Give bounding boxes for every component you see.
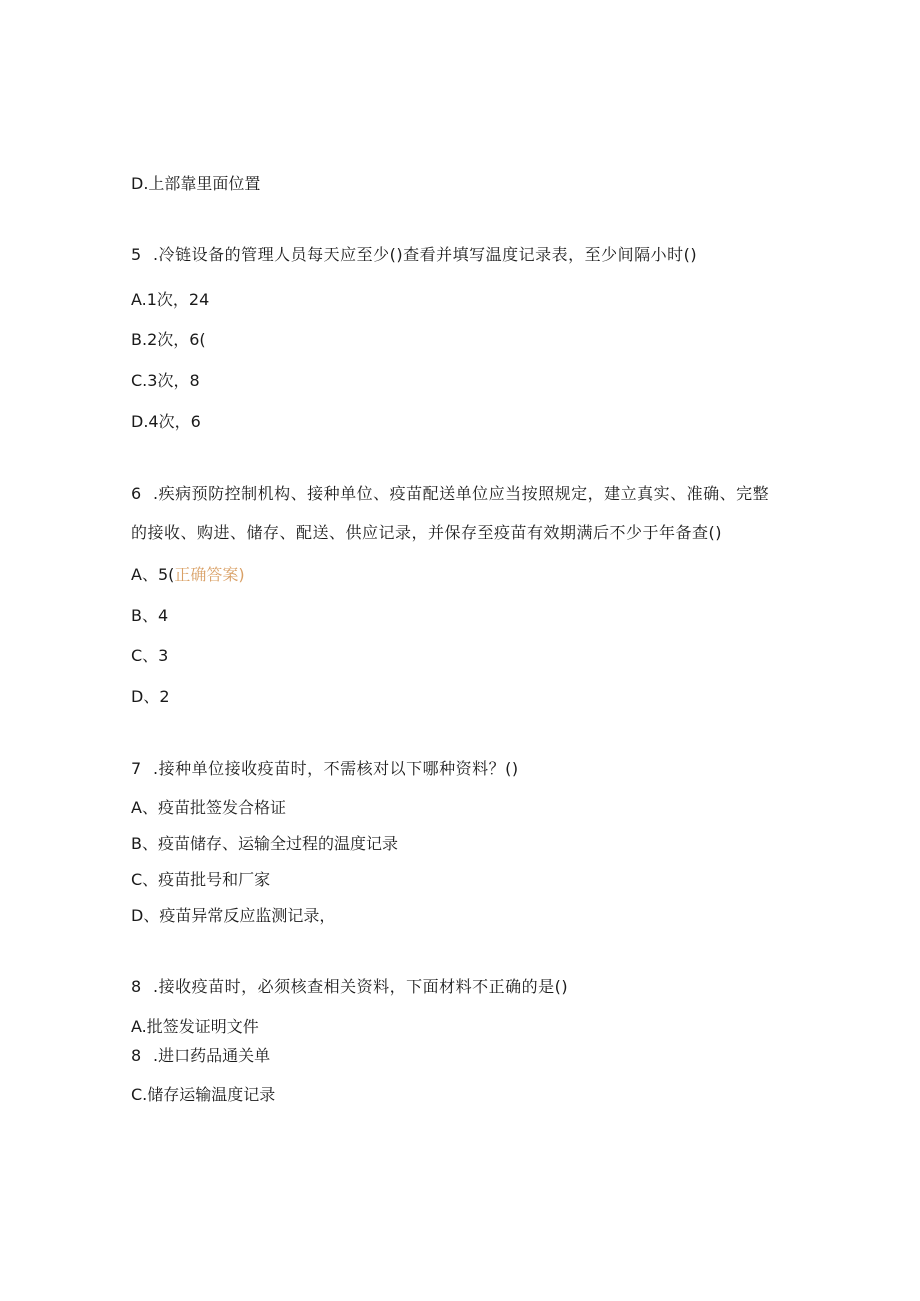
q5-option-c: C.3次，8 [131, 371, 200, 390]
q4-option-d: D.上部靠里面位置 [131, 174, 261, 193]
option-text: .进口药品通关单 [153, 1046, 271, 1065]
question-6-continued: 的接收、购进、储存、配送、供应记录，并保存至疫苗有效期满后不少于年备查() [131, 523, 722, 542]
question-number: 7 [131, 759, 142, 778]
question-6 [131, 483, 769, 505]
q6-option-b: B、4 [131, 606, 169, 625]
question-text: .冷链设备的管理人员每天应至少()查看并填写温度记录表，至少间隔小时() [153, 245, 698, 264]
q7-option-c: C、疫苗批号和厂家 [131, 870, 271, 889]
question-8 [131, 976, 568, 998]
q6-option-a [131, 564, 245, 586]
q5-option-b: B.2次，6( [131, 330, 206, 349]
q7-option-a: A、疫苗批签发合格证 [131, 798, 286, 817]
q7-option-b: B、疫苗储存、运输全过程的温度记录 [131, 834, 398, 853]
question-text: .接收疫苗时，必须核查相关资料，下面材料不正确的是() [153, 977, 569, 996]
question-number: 8 [131, 977, 142, 996]
question-number: 6 [131, 484, 142, 503]
option-text: A、5( [131, 565, 175, 584]
q6-option-d: D、2 [131, 687, 170, 706]
q8-option-a: A.批签发证明文件 [131, 1017, 259, 1036]
q7-option-d: D、疫苗异常反应监测记录， [131, 906, 336, 925]
q8-option-b [131, 1045, 270, 1067]
question-7 [131, 758, 519, 780]
option-number: 8 [131, 1046, 142, 1065]
question-text: .接种单位接收疫苗时，不需核对以下哪种资料？() [153, 759, 519, 778]
question-text: .疾病预防控制机构、接种单位、疫苗配送单位应当按照规定，建立真实、准确、完整 [153, 484, 770, 503]
q6-option-c: C、3 [131, 646, 169, 665]
q8-option-c: C.储存运输温度记录 [131, 1085, 276, 1104]
q5-option-d: D.4次，6 [131, 412, 201, 431]
question-number: 5 [131, 245, 142, 264]
correct-answer-marker: 正确答案) [174, 565, 245, 584]
question-5 [131, 244, 697, 266]
q5-option-a: A.1次，24 [131, 290, 210, 309]
